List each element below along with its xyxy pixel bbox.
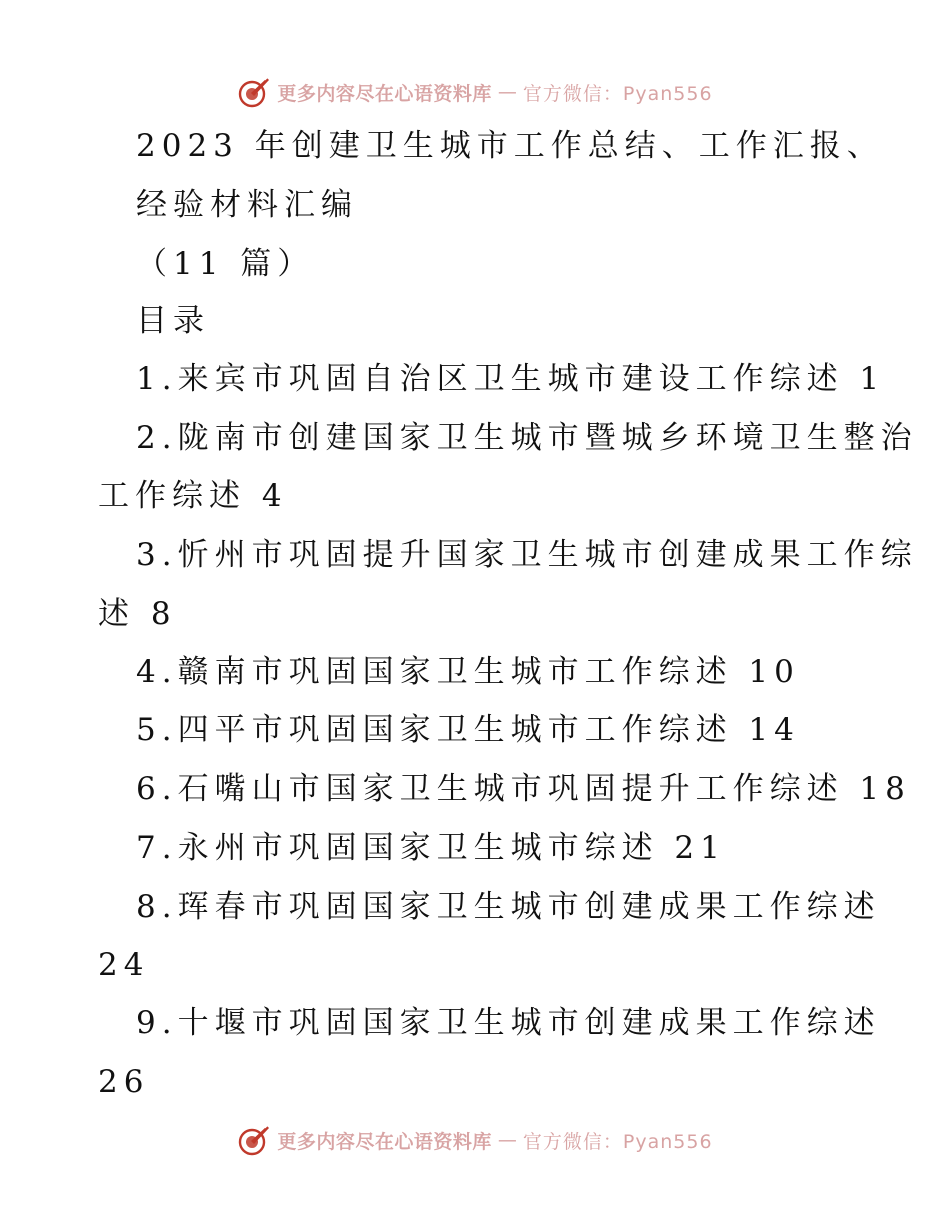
toc-item: 7.永州市巩固国家卫生城市综述 21 bbox=[136, 830, 726, 866]
toc-item: 8.珲春市巩固国家卫生城市创建成果工作综述 bbox=[136, 889, 881, 925]
banner-wechat: 官方微信：Pyan556 bbox=[522, 82, 713, 105]
toc-item: 2.陇南市创建国家卫生城市暨城乡环境卫生整治 bbox=[136, 420, 918, 456]
toc-item-continued: 工作综述 4 bbox=[98, 478, 288, 514]
toc-item: 4.赣南市巩固国家卫生城市工作综述 10 bbox=[136, 654, 800, 690]
toc-item: 9.十堰市巩固国家卫生城市创建成果工作综述 bbox=[136, 1005, 881, 1041]
banner-text: 更多内容尽在心语资料库 bbox=[277, 1130, 492, 1153]
footer-banner-content bbox=[237, 1123, 712, 1157]
toc-item: 3.忻州市巩固提升国家卫生城市创建成果工作综 bbox=[136, 537, 918, 573]
toc-heading: 目录 bbox=[136, 303, 210, 339]
toc-item-continued: 26 bbox=[98, 1064, 150, 1100]
header-banner bbox=[0, 72, 950, 112]
document-title-line-2: 经验材料汇编 bbox=[136, 187, 358, 223]
toc-item-continued: 24 bbox=[98, 947, 150, 983]
header-banner-content bbox=[237, 75, 712, 109]
document-title-line-1: 2023 年创建卫生城市工作总结、工作汇报、 bbox=[136, 128, 884, 164]
toc-item: 6.石嘴山市国家卫生城市巩固提升工作综述 18 bbox=[136, 771, 911, 807]
banner-text: 更多内容尽在心语资料库 bbox=[277, 82, 492, 105]
toc-item: 5.四平市巩固国家卫生城市工作综述 14 bbox=[136, 712, 800, 748]
toc-item: 1.来宾市巩固自治区卫生城市建设工作综述 1 bbox=[136, 361, 886, 397]
banner-wechat: 官方微信：Pyan556 bbox=[522, 1130, 713, 1153]
toc-item-continued: 述 8 bbox=[98, 596, 177, 632]
logo-icon bbox=[237, 75, 271, 109]
banner-dash: — bbox=[497, 1129, 517, 1151]
logo-icon bbox=[237, 1123, 271, 1157]
document-count: （11 篇） bbox=[136, 246, 315, 282]
banner-dash: — bbox=[497, 81, 517, 103]
footer-banner bbox=[0, 1120, 950, 1160]
